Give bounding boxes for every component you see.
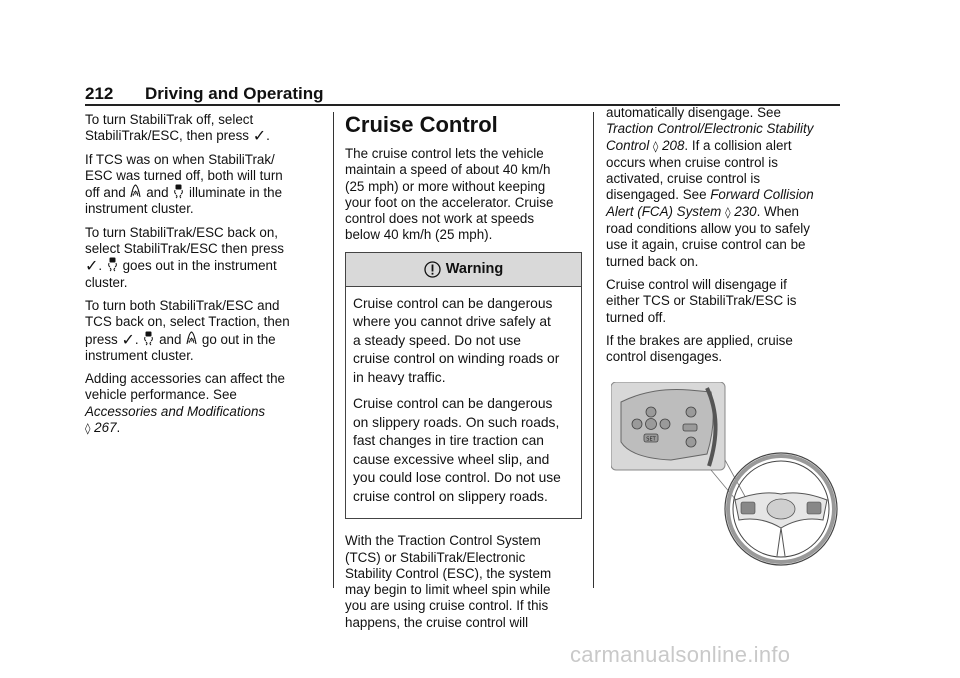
page-ref-230[interactable]: 230 (734, 203, 757, 219)
phone-button-icon (686, 407, 696, 417)
paragraph-disengage: Cruise control will disengage if either TCS or StabiliTrak/ESC is turned off. (606, 276, 797, 325)
paragraph-intro: The cruise control lets the vehicle maintain a speed of about 40 km/h (25 mph) or more without keeping your foot on the accelerator. Cruise control does not work at speeds below 40 km/h (25 mph). (345, 146, 554, 243)
link-accessories[interactable]: Accessories and Modifications (85, 403, 266, 419)
cruise-on-button-icon (646, 407, 656, 417)
paragraph-accessories: Adding accessories can affect the vehicle performance. See Accessories and Modifications ◊ 267. (85, 371, 285, 436)
gap-button-icon (660, 419, 670, 429)
column-divider-2 (593, 112, 594, 588)
cruise-resume-button-icon (646, 419, 657, 430)
warning-paragraph-2: Cruise control can be dangerous on slippery roads. On such roads, fast changes in tire traction can cause excessive wheel slip, and you could lose control. Do not use cruise control on slippery roads. (353, 396, 561, 504)
stabilitrak-off-icon (107, 257, 118, 272)
watermark: carmanualsonline.info (570, 642, 791, 667)
steering-wheel-figure (611, 382, 839, 570)
page-header (85, 84, 840, 106)
column-2 (345, 112, 582, 638)
checkmark-icon: ✓ (121, 329, 135, 349)
paragraph-turn-on: To turn StabiliTrak/ESC back on, select StabiliTrak/ESC then press ✓. goes out in the instrument cluster. (85, 224, 284, 290)
warning-label: Warning (445, 261, 504, 278)
svg-text:OFF: OFF (187, 337, 196, 343)
svg-text:OFF: OFF (132, 191, 140, 197)
column-1 (85, 112, 325, 444)
paragraph-tcs-cruise: With the Traction Control System (TCS) or StabiliTrak/Electronic Stability Control (ESC), the system may begin to limit wheel spin while you are using cruise control. If this happens, the cruise control will (345, 533, 552, 630)
paragraph-turn-off: To turn StabiliTrak off, select StabiliTrak/ESC, then press ✓. (85, 112, 270, 146)
traction-control-off-icon (130, 184, 141, 199)
link-traction-control[interactable]: Traction Control/Electronic Stability (606, 121, 814, 137)
page-reference-icon: ◊ (725, 205, 731, 219)
traction-control-off-icon (186, 331, 197, 346)
warning-box (345, 252, 582, 520)
page-number: 212 (85, 84, 114, 103)
column-3 (606, 105, 842, 372)
paragraph-brakes: If the brakes are applied, cruise control disengages. (606, 332, 793, 365)
paragraph-continuation: automatically disengage. See Traction Control/Electronic Stability Control ◊ 208. If a collision alert occurs when cruise control is activated, cruise control is disengaged. See Forward Collision Alert (FCA) System ◊ 230. When road conditions allow you to safely use it again, cruise control can be turned back on. (606, 105, 814, 269)
cruise-cancel-button-icon (632, 419, 642, 429)
stabilitrak-off-icon (173, 184, 184, 199)
checkmark-icon: ✓ (252, 126, 267, 146)
link-forward-collision[interactable]: Forward Collision (710, 187, 814, 203)
set-button-label: SET (646, 436, 656, 443)
checkmark-icon: ✓ (85, 256, 99, 276)
warning-triangle-icon (424, 261, 441, 278)
paragraph-tcs-note: If TCS was on when StabiliTrak/ ESC was turned off, both will turn off and OFF and illuminate in the instrument cluster. (85, 151, 283, 217)
warning-body (346, 287, 581, 519)
stabilitrak-off-icon (143, 331, 154, 346)
page-reference-icon: ◊ (652, 139, 659, 153)
page-ref-267[interactable]: 267 (94, 420, 117, 436)
warning-paragraph-1: Cruise control can be dangerous where you cannot drive safely at a steady speed. Do not use cruise control on winding roads or in heavy traffic. (353, 295, 560, 385)
page-reference-icon: ◊ (85, 422, 91, 436)
section-heading: Cruise Control (345, 112, 498, 137)
column-divider-1 (333, 112, 334, 588)
section-title: Driving and Operating (145, 84, 324, 103)
paragraph-both-on: To turn both StabiliTrak/ESC and TCS back on, select Traction, then press ✓. and OFF go out in the instrument cluster. (85, 297, 290, 363)
warning-header (346, 253, 581, 287)
page-ref-208[interactable]: 208 (662, 137, 685, 153)
voice-button-icon (686, 437, 696, 447)
volume-button-icon (683, 424, 697, 431)
